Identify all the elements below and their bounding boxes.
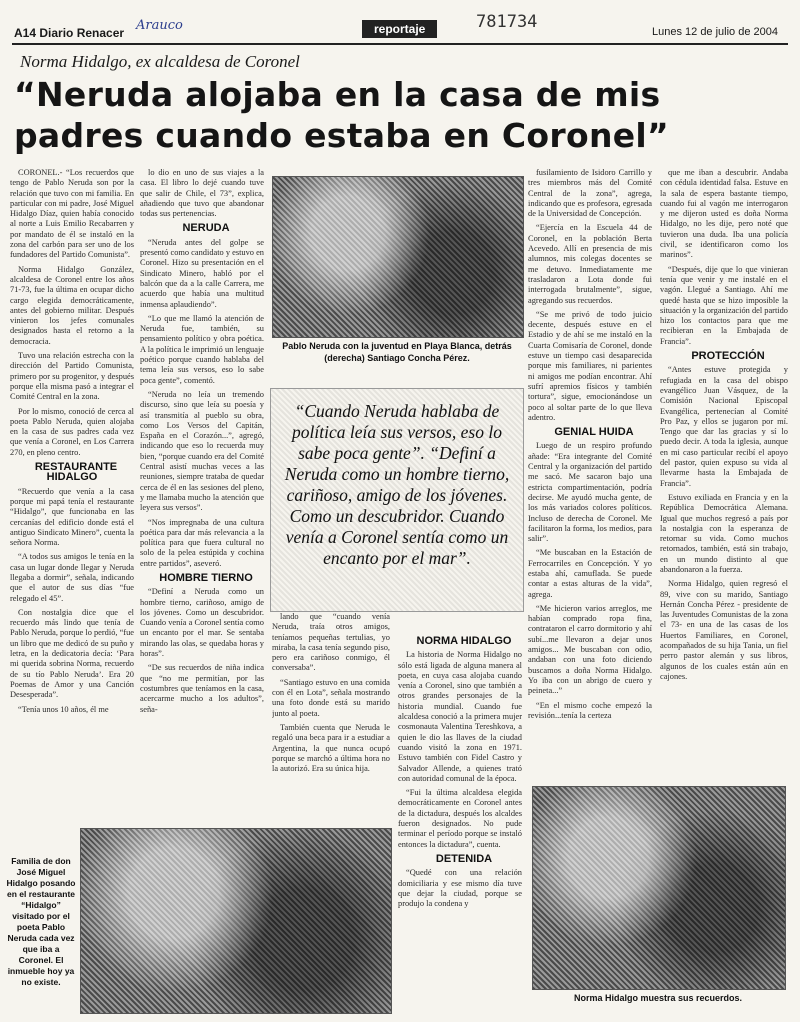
paragraph: “Definí a Neruda como un hombre tierno, cariñoso, amigo de los jóvenes. Como un descubridor. Cuando venía a Coronel sentía como un encanto por el mar. Se sentaba mirando las olas, se quedaba horas y horas”. <box>140 587 264 659</box>
paragraph: Norma Hidalgo González, alcaldesa de Coronel entre los años 71-73, fue la última en ocupar dicho cargo elegida democráticamente, antes del gobierno militar. Después vinieron los jefes comunales designados hasta el retorno a la democracia. <box>10 264 134 346</box>
photo-norma-hidalgo <box>532 786 786 990</box>
paragraph: Estuvo exiliada en Francia y en la República Democrática Alemana. Igual que muchos regresó a país por la nostalgia con la esperanza de retornar su vida. Como muchos retornados, también, está sin trabajo, en un mundo distinto al que abandonaron a la fuerza. <box>660 492 788 574</box>
article-column-2 <box>140 168 264 828</box>
article-column-6 <box>398 636 522 1006</box>
page-header <box>0 0 800 40</box>
paragraph: que me iban a descubrir. Andaba con cédula identidad falsa. Estuve en la sala de espera bastante tiempo, cuando fui al vagón me interrogaron y me dijeron usted es doña Norma Hidalgo, no les dije, pero noté que tuvieron una duda. Iba una policía civil, se identificaron como los marinos”. <box>660 168 788 260</box>
subheading-proteccion: PROTECCIÓN <box>691 350 765 363</box>
paragraph: “Me hicieron varios arreglos, me habían comprado ropa fina, contrataron el carro dormitorio y ahí subí...me llevaron a dejar unos amigos... Me buscaban con odio, andaban con una foto diciendo buscamos a doña Norma Hidalgo. Yo iba con un abrigo de cuero y peineta...” <box>528 603 652 696</box>
paragraph: “Neruda antes del golpe se presentó como candidato y estuvo en Coronel. Hizo su presentación en el Sindicato Minero, habló por el balcón que da a la calle Carrera, me acuerdo que había una multitud inmensa aplaudiendo”. <box>140 237 264 309</box>
paragraph: fusilamiento de Isidoro Carrillo y tres miembros más del Comité Central de la zona”, agrega, indicando que es profesora, egresada de la Universidad de Concepción. <box>528 168 652 219</box>
paragraph: lo dio en uno de sus viajes a la casa. El libro lo dejé cuando tuve que salir de Chile, el 73”, explica, añadiendo que tuvo que abandonar todas sus pertenencias. <box>140 168 264 219</box>
article-column-1 <box>10 168 134 848</box>
paragraph: Luego de un respiro profundo añade: “Era integrante del Comité Central y la organización del partido me sacó. Me sacaron bajo una estricta compartimentación, podría decirse. Me ayudó mucha gente, de los más variados colores políticos. Incluso de derecha de Coronel. Me facilitaron la forma, los medios, para salir”. <box>528 441 652 544</box>
article-column-3 <box>272 612 390 822</box>
subheading-hombre-tierno: HOMBRE TIERNO <box>159 571 253 584</box>
paragraph: “Me buscaban en la Estación de Ferrocarriles en Concepción. Y yo estaba ahí, camuflada. Se puede contar a estas alturas de la vida”, agrega. <box>528 548 652 599</box>
newspaper-name: A14 Diario Renacer <box>14 26 125 40</box>
headline: “Neruda alojaba en la casa de mis padres cuando estaba en Coronel” <box>14 75 670 155</box>
caption-bottom-right: Norma Hidalgo muestra sus recuerdos. <box>573 993 743 1003</box>
kicker: Norma Hidalgo, ex alcaldesa de Coronel <box>20 52 300 71</box>
article-column-5 <box>660 168 788 780</box>
paragraph: “Fui la última alcaldesa elegida democráticamente en Coronel antes de la dictadura, después los alcaldes fueron designados. No pude terminar el período porque se instaló entonces la dictadura”, cuenta. <box>398 788 522 849</box>
paragraph: “Santiago estuvo en una comida con él en Lota”, señala mostrando una foto donde está su marido junto al poeta. <box>272 677 390 718</box>
paragraph: Por lo mismo, conoció de cerca al poeta Pablo Neruda, quien alojaba en la casa de sus padres cada vez que venía a Coronel, en Los Carrera 270, en pleno centro. <box>10 406 134 457</box>
caption-top-photo: Pablo Neruda con la juventud en Playa Blanca, detrás (derecha) Santiago Concha Pérez. <box>282 341 512 363</box>
paragraph: “Ejercía en la Escuela 44 de Coronel, en la población Berta Acevedo. Allí en presencia de mis alumnos, mis colegas docentes se me detuvo. Inmediatamente me trasladaron a Lota donde fui interrogada brutalmente”, sigue, agregando sus recuerdos. <box>528 223 652 305</box>
paragraph: Tuvo una relación estrecha con la dirección del Partido Comunista, primero por su progenitor, y después porque ella misma pasó a integrar el Comité Central en la zona. <box>10 351 134 402</box>
paragraph: “Quedé con una relación domiciliaria y ese mismo día tuve que dejar la ciudad, porque se produjo la condena y <box>398 868 522 909</box>
paragraph: “Lo que me llamó la atención de Neruda fue, también, su pensamiento político y obra poética. A la política le imprimió un lenguaje poético porque cuando hablaba del tema leía sus versos, eso lo sabe poca gente”, comentó. <box>140 313 264 385</box>
paragraph: “A todos sus amigos le tenía en la casa un lugar donde llegar y Neruda llegaba a dormir”, señala, indicando que el autor de sus días “fue relegado el 45”. <box>10 552 134 603</box>
paragraph: “Antes estuve protegida y refugiada en la casa del obispo evangélico Juan Vásquez, de la Comisión Nacional Episcopal Evangélica, pertenecían al Comité Pro Paz, y ellos se jugaron por mí. Tengo que dar las gracias y sí lo puedo decir. A toda la iglesia, aunque en mi caso particular recibí el apoyo del pastor, quien expuso su vida al llevarme hasta la Embajada de Francia”. <box>660 365 788 488</box>
paragraph: Con nostalgia dice que el recuerdo más lindo que tenía de Pablo Neruda, porque lo perdió, “fue un libro que me dedicó de su puño y letra, en la dedicatoria decía: ‘Para mi querida sobrina Norma, recuerdo de su tío Pablo Neruda’. Era 20 Poemas de Amor y una Canción Desesperada”. <box>10 607 134 700</box>
paragraph: “En el mismo coche empezó la revisión...tenía la certeza <box>528 700 652 720</box>
paragraph: CORONEL.- “Los recuerdos que tengo de Pablo Neruda son por la relación que tuvo con mi familia. En particular con mi padre, José Miguel Hidalgo Díaz, quien había conocido al norte a Luis Emilio Recabarren y por mandato de él se instaló en la zona del carbón para ser uno de los fundadores del Partido Comunista”. <box>10 168 134 260</box>
paragraph: “De sus recuerdos de niña indica que “no me permitían, por las costumbres que teníamos en la casa, acercarme mucho a los adultos”, seña- <box>140 663 264 714</box>
subheading-genial-huida: GENIAL HUIDA <box>554 426 634 439</box>
paragraph: Norma Hidalgo, quien regresó el 89, vive con su marido, Santiago Hernán Concha Pérez - presidente de las Juventudes Comunistas de la zona el 73- en una de las casas de los Huertos Familiares, en Coronel, acompañados de su hija Tania, un fiel perro pastor alemán y sus libros, algunos de los cuales están aún en cajones. <box>660 579 788 681</box>
handwritten-note: Arauco <box>136 18 183 33</box>
header-rule <box>12 43 788 45</box>
paragraph: “Neruda no leía un tremendo discurso, sino que leía su poesía y así transmitía al pueblo su obra, como Los Versos del Capitán, España en el Corazón...”, agregó, indicando que eso lo recuerda muy bien, “porque cuando era del Comité Central asistí muchas veces a las reuniones, siempre trataba de quedar cerca de él en las sesiones del pleno, y me llamaba mucho la atención que leyera sus versos”. <box>140 389 264 513</box>
photo-hidalgo-family <box>80 828 392 1014</box>
section-label: reportaje <box>362 20 437 38</box>
paragraph: “Tenía unos 10 años, él me <box>18 704 109 714</box>
paragraph: “Recuerdo que venía a la casa porque mi papá tenía el restaurante “Hidalgo”, que funcionaba en las cercanías del edificio donde está el antiguo Sindicato Minero”, cuenta la señora Norma. <box>10 486 134 548</box>
paragraph: lando que “cuando venía Neruda, traía otros amigos, teníamos pequeñas tertulias, yo miraba, la casa tenía segundo piso, pero era cariñoso conmigo, él conversaba”. <box>272 612 390 673</box>
paragraph: “Se me privó de todo juicio decente, después estuve en el Estadio y de ahí se me instaló en la Cuarta Comisaría de Coronel, donde estuve un tiempo casi desaparecida porque mis familiares, ni parientes ni amigos me podían encontrar. Ahí sufrí apremios físicos y también tortura”, sigue, emocionándose un poco al soltar parte de lo que lleva adentro. <box>528 309 652 422</box>
pull-quote-box <box>270 388 524 612</box>
subheading-norma-hidalgo: NORMA HIDALGO <box>416 636 512 647</box>
archive-stamp: 781734 <box>476 12 538 32</box>
caption-bottom-left: Familia de don José Miguel Hidalgo posando en el restaurante “Hidalgo” visitado por el poeta Pablo Neruda cada vez que iba a Coronel. El inmueble hoy ya no existe. <box>6 856 76 987</box>
subheading-detenida: DETENIDA <box>435 852 493 865</box>
paragraph: “Después, dije que lo que vinieran tenía que venir y me instalé en el vagón. Llegué a Santiago. Ahí me quedé hasta que se hizo imposible la situación y la organización del partido hizo los contactos para que me recibieran en la Embajada de Francia”. <box>660 264 788 346</box>
photo-neruda-playa-blanca <box>272 176 524 338</box>
subheading-restaurante: RESTAURANTE HIDALGO <box>34 461 118 484</box>
pull-quote: “Cuando Neruda hablaba de política leía sus versos, eso lo sabe poca gente”. “Definí a Neruda como un hombre tierno, cariñoso, amigo de los jóvenes. Como un descubridor. Cuando venía a Coronel sentía como un encanto por el mar”. <box>284 401 510 568</box>
paragraph: La historia de Norma Hidalgo no sólo está ligada de alguna manera al poeta, en cuya casa alojaba cuando venía a Coronel, sino que también a otros grandes personajes de la historia mundial. Cuando fue alcaldesa conoció a la primera mujer cosmonauta Valentina Tereshkova, a quien le dio las llaves de la ciudad cuando visitó la zona en 1971. Estuvo también con Fidel Castro y Salvador Allende, a quienes trató con autoridad comunal de la época. <box>398 650 522 783</box>
paragraph: También cuenta que Neruda le regaló una beca para ir a estudiar a Argentina, la que nunca ocupó porque se marchó a última hora no la autorizó. Era su única hija. <box>272 722 390 774</box>
issue-date: Lunes 12 de julio de 2004 <box>652 26 778 38</box>
paragraph: “Nos impregnaba de una cultura poética para dar más relevancia a la política para que fuera cultural no solo de la pelea estúpida y cochina entre partidos”, aseveró. <box>140 517 264 568</box>
subheading-neruda: NERUDA <box>182 222 230 235</box>
article-column-4 <box>528 168 652 780</box>
